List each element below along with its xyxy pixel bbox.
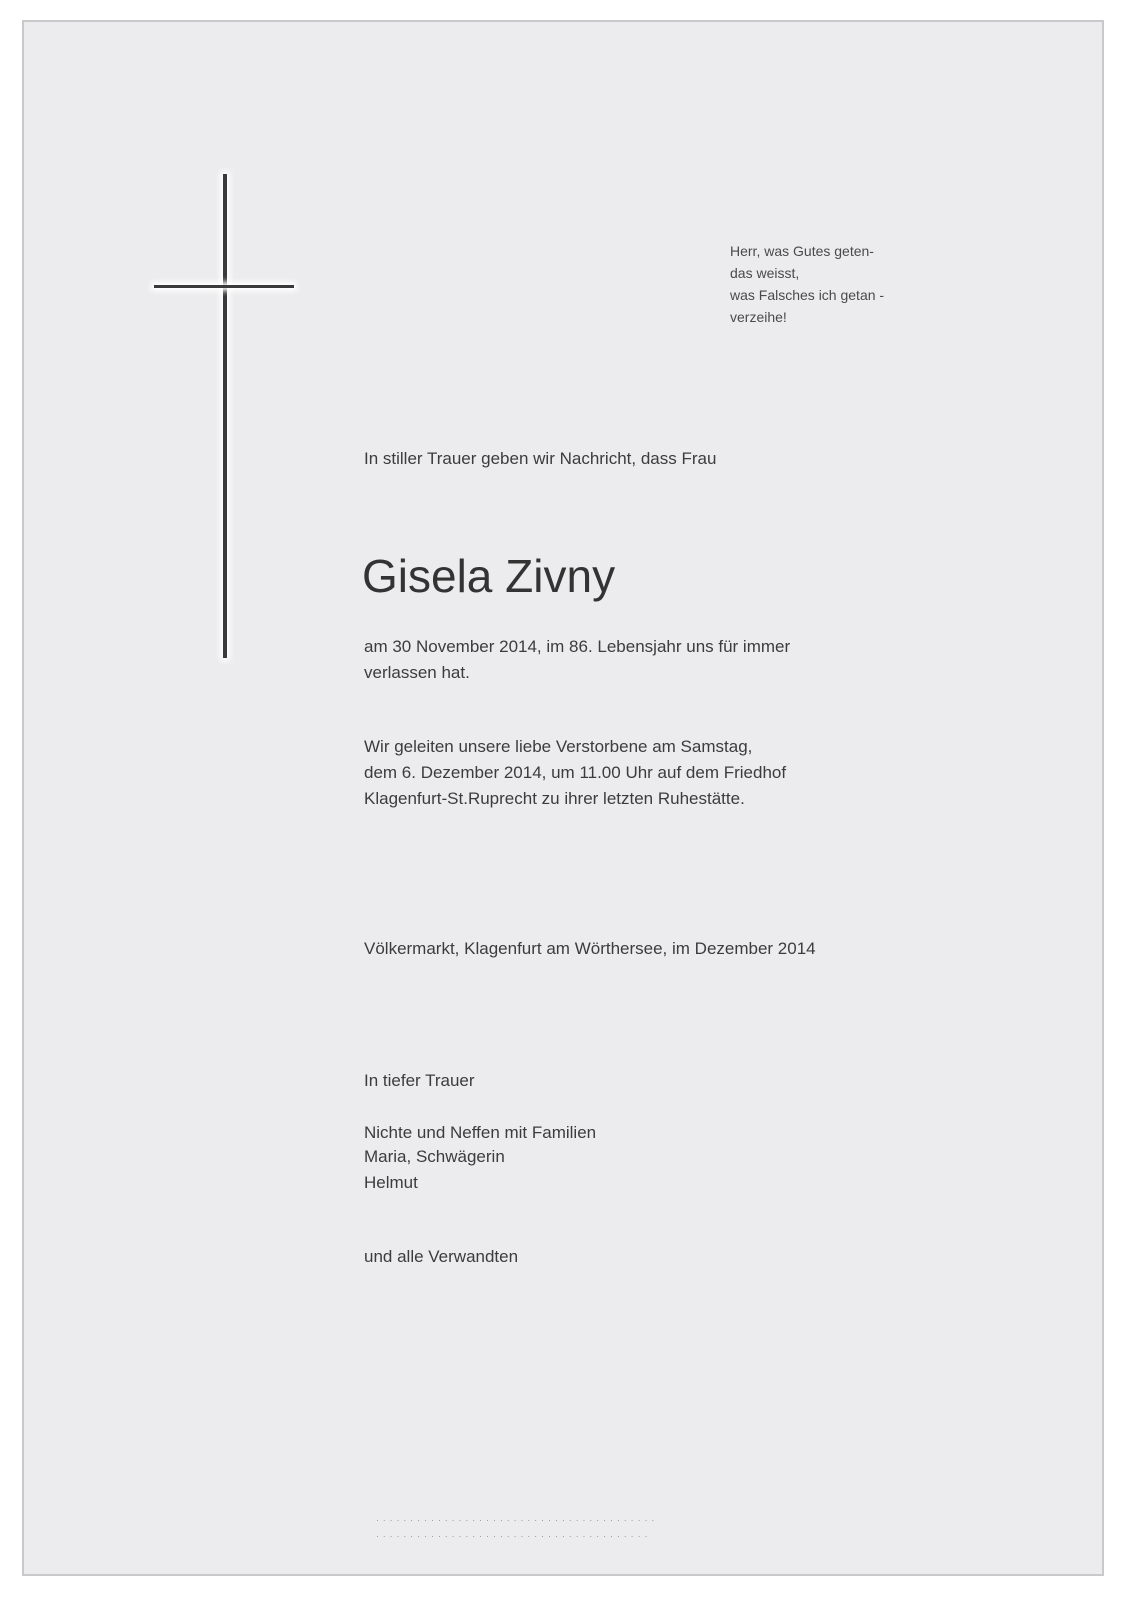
obituary-page (22, 20, 1104, 1576)
funeral-info-line: Wir geleiten unsere liebe Verstorbene am Samstag, (364, 737, 753, 756)
mourner-name: Maria, Schwägerin (364, 1147, 505, 1166)
deceased-name: Gisela Zivny (362, 550, 616, 602)
funeral-info-line: Klagenfurt-St.Ruprecht zu ihrer letzten Ruhestätte. (364, 789, 745, 808)
funeral-info-line: dem 6. Dezember 2014, um 11.00 Uhr auf dem Friedhof (364, 763, 787, 782)
mourner-name: Nichte und Neffen mit Familien (364, 1123, 597, 1142)
death-notice-line: am 30 November 2014, im 86. Lebensjahr uns für immer (364, 637, 791, 656)
motto-line: Herr, was Gutes geten- (730, 243, 874, 259)
footer-imprint-line: · · · · · · · · · · · · · · · · · · · · · · · · · · · · · · · · · · · · · · · · · (376, 1516, 656, 1525)
motto-line: das weisst, (730, 265, 800, 281)
mourners-heading: In tiefer Trauer (364, 1071, 475, 1090)
motto-verse (730, 240, 940, 328)
motto-line: verzeihe! (730, 309, 787, 325)
cross-icon-bar (154, 285, 294, 288)
mourners-closing: und alle Verwandten (364, 1247, 519, 1266)
footer-imprint-line: · · · · · · · · · · · · · · · · · · · · · · · · · · · · · · · · · · · · · · · · (376, 1532, 649, 1541)
motto-line: was Falsches ich getan - (730, 287, 885, 303)
place-date: Völkermarkt, Klagenfurt am Wörthersee, im Dezember 2014 (364, 939, 816, 958)
intro-text: In stiller Trauer geben wir Nachricht, dass Frau (364, 449, 717, 468)
cross-icon (223, 174, 227, 658)
mourner-name: Helmut (364, 1173, 418, 1192)
death-notice-line: verlassen hat. (364, 663, 470, 682)
